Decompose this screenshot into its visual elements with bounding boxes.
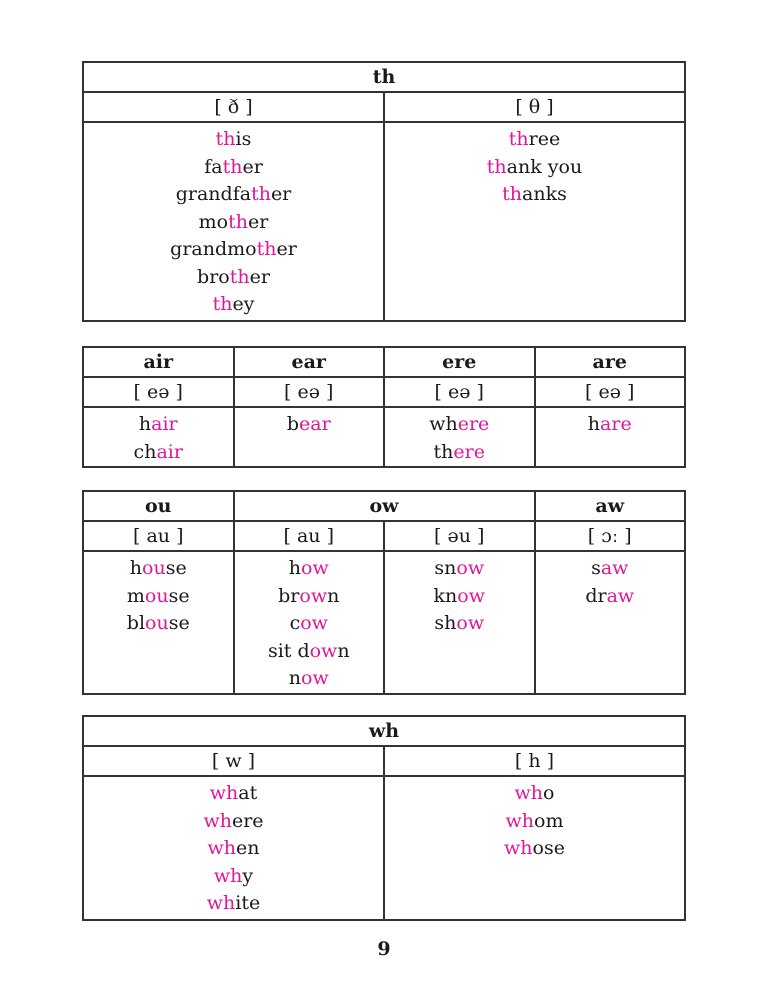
highlighted-letters: wh <box>505 809 535 832</box>
word: now <box>288 667 329 689</box>
ipa-voiceless-th: [ θ ] <box>384 92 685 122</box>
word: this <box>215 128 252 150</box>
word: know <box>433 584 485 607</box>
highlighted-letters: air <box>151 413 178 435</box>
word: thanks <box>502 183 567 205</box>
highlighted-letters: th <box>251 183 271 205</box>
highlighted-letters: ow <box>299 584 328 607</box>
highlighted-letters: th <box>502 183 523 205</box>
word: blouse <box>126 612 190 634</box>
word: show <box>434 612 485 634</box>
word: what <box>209 782 258 804</box>
highlighted-letters: ear <box>299 413 331 435</box>
page-number: 9 <box>377 938 391 960</box>
air-ear-ere-are-table <box>82 346 686 468</box>
words-are <box>535 407 686 467</box>
highlighted-letters: ow <box>456 612 485 634</box>
ipa-air: [ eə ] <box>83 377 234 407</box>
word: whose <box>504 837 565 859</box>
word: there <box>433 440 485 463</box>
words-wh-h <box>384 776 685 920</box>
highlighted-letters: ow <box>309 639 338 662</box>
ipa-ear: [ eə ] <box>234 377 385 407</box>
header-air: air <box>83 347 234 377</box>
highlighted-letters: ow <box>456 557 485 579</box>
word: where <box>429 413 490 435</box>
word: three <box>508 128 561 150</box>
word: they <box>212 293 255 315</box>
highlighted-letters: wh <box>203 809 232 832</box>
highlighted-letters: th <box>508 128 529 150</box>
highlighted-letters: ow <box>300 612 328 634</box>
word: where <box>203 809 264 832</box>
header-ere: ere <box>384 347 535 377</box>
words-voiced-th <box>83 122 384 321</box>
word: hair <box>138 413 178 435</box>
word: cow <box>289 612 328 634</box>
word: mouse <box>126 584 190 607</box>
wh-table <box>82 715 686 921</box>
highlighted-letters: ou <box>144 584 169 607</box>
highlighted-letters: wh <box>213 864 243 887</box>
word: grandfather <box>175 183 292 205</box>
ipa-are: [ eə ] <box>535 377 686 407</box>
header-are: are <box>535 347 686 377</box>
highlighted-letters: th <box>486 155 507 178</box>
highlighted-letters: aw <box>606 584 635 607</box>
word: whom <box>505 809 564 832</box>
word: mother <box>198 210 269 233</box>
word: snow <box>434 557 485 579</box>
ipa-ow-au: [ au ] <box>234 521 385 551</box>
words-ow-au <box>234 551 385 694</box>
ipa-ow-schwa-u: [ əu ] <box>384 521 535 551</box>
word: how <box>288 557 329 579</box>
word: white <box>206 892 261 914</box>
highlighted-letters: wh <box>504 837 533 859</box>
highlighted-letters: th <box>215 128 236 150</box>
header-ow: ow <box>234 491 535 521</box>
word: saw <box>591 557 629 579</box>
highlighted-letters: ou <box>142 557 166 579</box>
header-ou: ou <box>83 491 234 521</box>
highlighted-letters: ere <box>453 440 485 463</box>
words-aw <box>535 551 686 694</box>
header-ear: ear <box>234 347 385 377</box>
highlighted-letters: ow <box>301 557 329 579</box>
word: thank you <box>486 155 583 178</box>
word: why <box>213 864 254 887</box>
words-ere <box>384 407 535 467</box>
words-ou <box>83 551 234 694</box>
header-aw: aw <box>535 491 686 521</box>
word: father <box>204 155 263 178</box>
ipa-aw: [ ɔː ] <box>535 521 686 551</box>
highlighted-letters: wh <box>514 782 544 804</box>
word: hare <box>587 413 632 435</box>
ou-ow-aw-table <box>82 490 686 695</box>
highlighted-letters: aw <box>600 557 629 579</box>
word: bear <box>286 413 331 435</box>
words-ear <box>234 407 385 467</box>
highlighted-letters: th <box>222 155 243 178</box>
highlighted-letters: th <box>256 238 277 260</box>
ipa-ou: [ au ] <box>83 521 234 551</box>
word: draw <box>585 584 635 607</box>
words-air <box>83 407 234 467</box>
highlighted-letters: are <box>600 413 632 435</box>
word: when <box>207 837 260 859</box>
header-th: th <box>83 62 685 92</box>
highlighted-letters: wh <box>206 892 236 914</box>
word: brown <box>278 584 340 607</box>
words-voiceless-th <box>384 122 685 321</box>
highlighted-letters: ere <box>457 413 490 435</box>
ipa-wh-w: [ w ] <box>83 746 384 776</box>
ipa-wh-h: [ h ] <box>384 746 685 776</box>
words-ow-schwa-u <box>384 551 535 694</box>
ipa-voiced-th: [ ð ] <box>83 92 384 122</box>
highlighted-letters: ow <box>301 667 329 689</box>
word: sit down <box>267 639 350 662</box>
words-wh-w <box>83 776 384 920</box>
word: brother <box>197 265 270 288</box>
word: house <box>129 557 187 579</box>
word: grandmother <box>170 238 297 260</box>
highlighted-letters: ou <box>145 612 169 634</box>
th-table <box>82 61 686 322</box>
word: who <box>514 782 555 804</box>
highlighted-letters: ow <box>457 584 485 607</box>
highlighted-letters: wh <box>209 782 239 804</box>
highlighted-letters: air <box>156 440 183 463</box>
highlighted-letters: th <box>212 293 233 315</box>
header-wh: wh <box>83 716 685 746</box>
highlighted-letters: wh <box>207 837 236 859</box>
highlighted-letters: th <box>229 265 250 288</box>
highlighted-letters: th <box>228 210 248 233</box>
ipa-ere: [ eə ] <box>384 377 535 407</box>
word: chair <box>133 440 183 463</box>
